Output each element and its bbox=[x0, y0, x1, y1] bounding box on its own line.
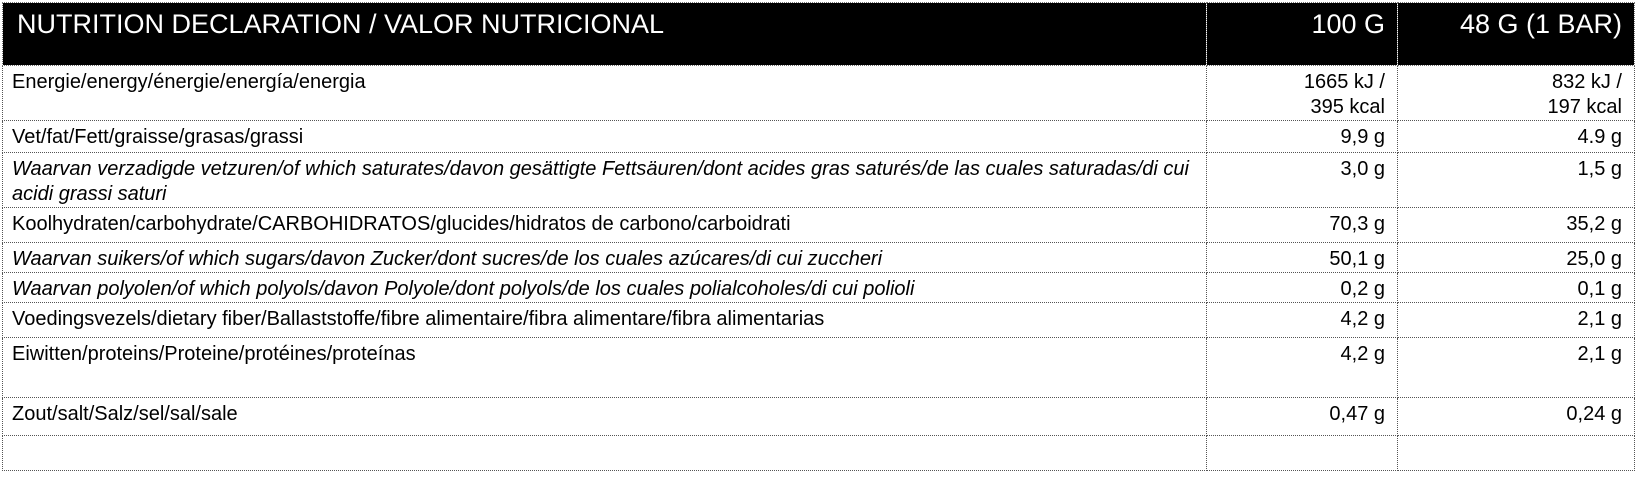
empty-cell bbox=[1207, 436, 1398, 471]
nutrient-name: Voedingsvezels/dietary fiber/Ballaststoffe/fibre alimentaire/fibra alimentare/fibra alimentarias bbox=[3, 303, 1207, 338]
nutrient-name: Zout/salt/Salz/sel/sal/sale bbox=[3, 398, 1207, 436]
nutrient-name: Eiwitten/proteins/Proteine/protéines/proteínas bbox=[3, 338, 1207, 398]
empty-cell bbox=[3, 436, 1207, 471]
row-polyols bbox=[3, 273, 1635, 303]
value-100g-kcal: 395 kcal bbox=[1310, 96, 1385, 118]
value-serving: 25,0 g bbox=[1398, 243, 1635, 273]
row-sugars bbox=[3, 243, 1635, 273]
nutrient-name: Waarvan suikers/of which sugars/davon Zucker/dont sucres/de los cuales azúcares/di cui zuccheri bbox=[3, 243, 1207, 273]
nutrient-name: Koolhydraten/carbohydrate/CARBOHIDRATOS/glucides/hidratos de carbono/carboidrati bbox=[3, 208, 1207, 243]
value-100g: 50,1 g bbox=[1207, 243, 1398, 273]
value-serving: 35,2 g bbox=[1398, 208, 1635, 243]
value-100g: 0,47 g bbox=[1207, 398, 1398, 436]
value-serving: 1,5 g bbox=[1398, 153, 1635, 208]
row-saturates bbox=[3, 153, 1635, 208]
value-serving bbox=[1398, 66, 1635, 121]
empty-cell bbox=[1398, 436, 1635, 471]
value-100g-kj: 1665 kJ / bbox=[1303, 71, 1385, 93]
row-fat bbox=[3, 121, 1635, 153]
empty-row bbox=[3, 436, 1635, 471]
value-serving: 0,24 g bbox=[1398, 398, 1635, 436]
nutrition-table bbox=[2, 2, 1635, 471]
value-serving: 0,1 g bbox=[1398, 273, 1635, 303]
value-serving: 2,1 g bbox=[1398, 338, 1635, 398]
value-100g: 70,3 g bbox=[1207, 208, 1398, 243]
nutrient-name: Vet/fat/Fett/graisse/grasas/grassi bbox=[3, 121, 1207, 153]
nutrient-name: Waarvan polyolen/of which polyols/davon Polyole/dont polyols/de los cuales polialcoholes/di cui polioli bbox=[3, 273, 1207, 303]
column-header-100g: 100 G bbox=[1207, 3, 1398, 66]
row-energy bbox=[3, 66, 1635, 121]
table-title: NUTRITION DECLARATION / VALOR NUTRICIONAL bbox=[3, 3, 1207, 66]
value-serving-kcal: 197 kcal bbox=[1547, 96, 1622, 118]
value-100g bbox=[1207, 66, 1398, 121]
value-100g: 4,2 g bbox=[1207, 338, 1398, 398]
value-serving-kj: 832 kJ / bbox=[1551, 71, 1622, 93]
header-row bbox=[3, 3, 1635, 66]
row-fiber bbox=[3, 303, 1635, 338]
value-serving: 2,1 g bbox=[1398, 303, 1635, 338]
row-protein bbox=[3, 338, 1635, 398]
row-salt bbox=[3, 398, 1635, 436]
nutrient-name: Waarvan verzadigde vetzuren/of which saturates/davon gesättigte Fettsäuren/dont acides gras saturés/de las cuales saturadas/di cui acidi grassi saturi bbox=[3, 153, 1207, 208]
value-100g: 9,9 g bbox=[1207, 121, 1398, 153]
value-100g: 3,0 g bbox=[1207, 153, 1398, 208]
value-serving: 4.9 g bbox=[1398, 121, 1635, 153]
row-carbohydrate bbox=[3, 208, 1635, 243]
value-100g: 4,2 g bbox=[1207, 303, 1398, 338]
value-100g: 0,2 g bbox=[1207, 273, 1398, 303]
column-header-serving: 48 G (1 BAR) bbox=[1398, 3, 1635, 66]
nutrient-name: Energie/energy/énergie/energía/energia bbox=[3, 66, 1207, 121]
